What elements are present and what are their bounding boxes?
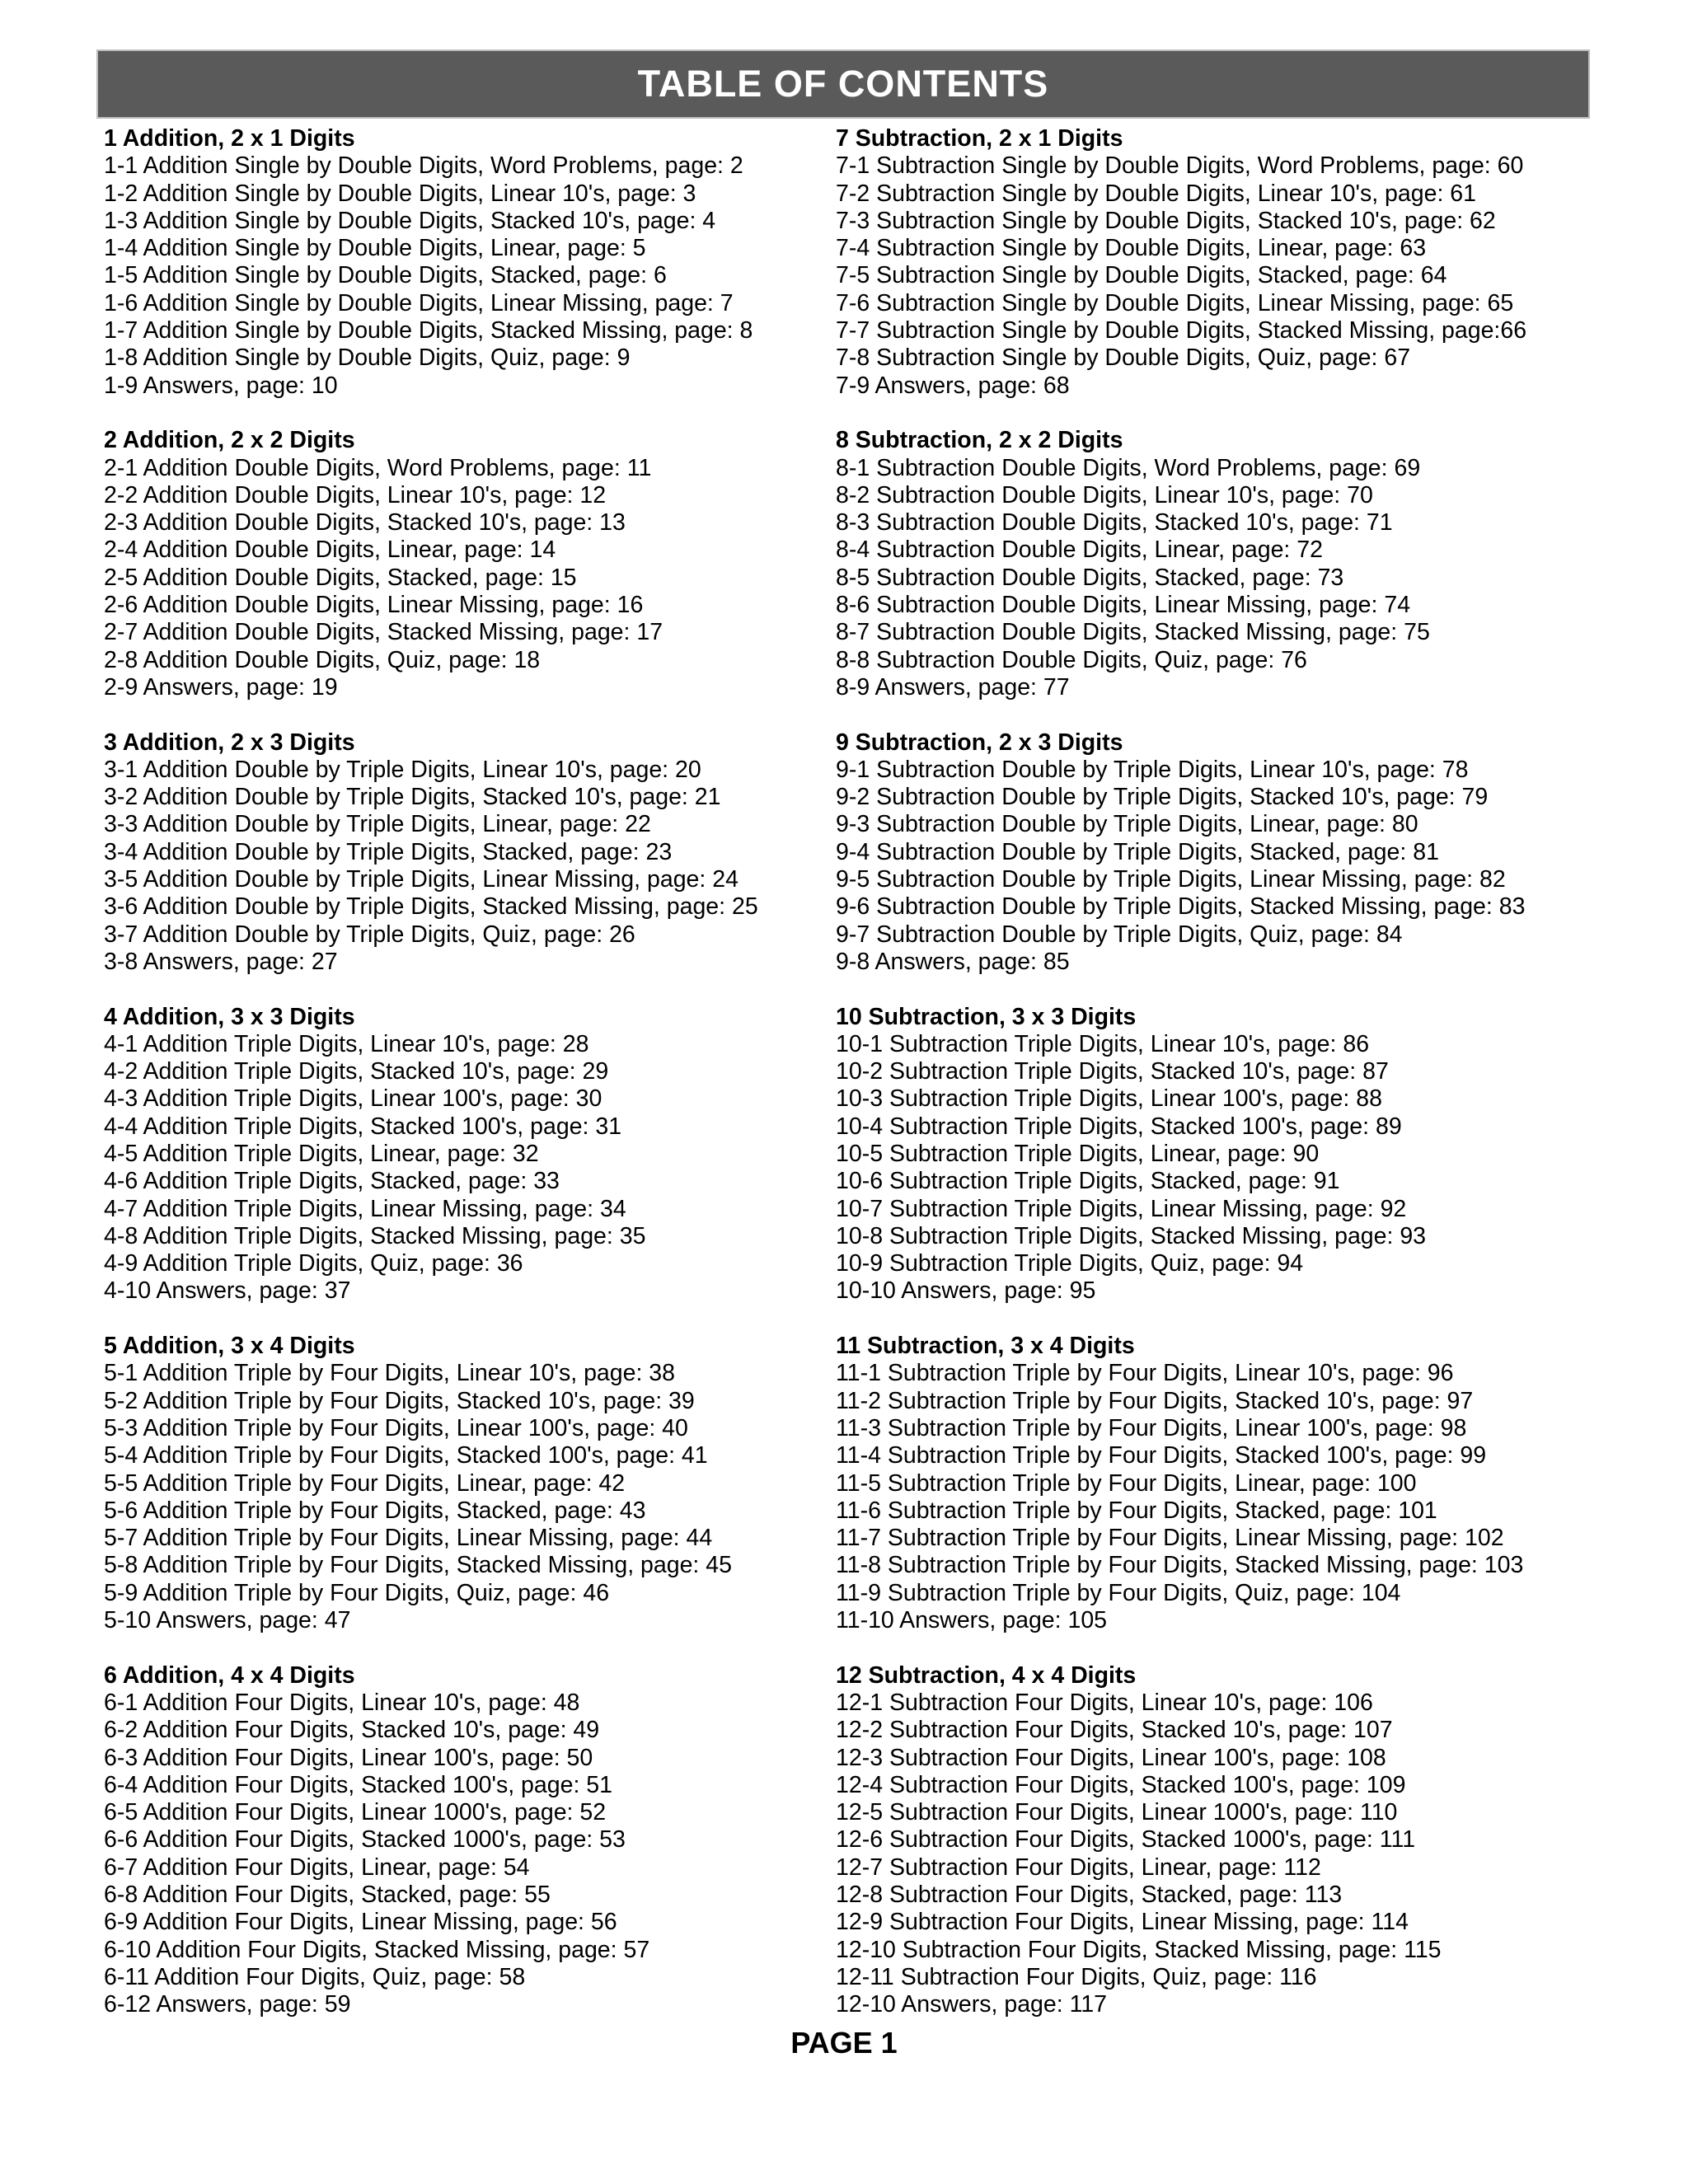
toc-entry: 5-6 Addition Triple by Four Digits, Stacked, page: 43 xyxy=(104,1497,646,1524)
toc-entry: 2-3 Addition Double Digits, Stacked 10's, page: 13 xyxy=(104,509,626,537)
section-title: 12 Subtraction, 4 x 4 Digits xyxy=(836,1661,1137,1689)
section-title: 11 Subtraction, 3 x 4 Digits xyxy=(836,1333,1135,1360)
toc-entry: 3-6 Addition Double by Triple Digits, Stacked Missing, page: 25 xyxy=(104,893,758,921)
toc-entry: 12-6 Subtraction Four Digits, Stacked 1000's, page: 111 xyxy=(836,1826,1416,1854)
section-title: 10 Subtraction, 3 x 3 Digits xyxy=(836,1003,1137,1030)
toc-entry: 8-5 Subtraction Double Digits, Stacked, page: 73 xyxy=(836,564,1344,591)
toc-entry: 9-1 Subtraction Double by Triple Digits, Linear 10's, page: 78 xyxy=(836,756,1469,783)
toc-section xyxy=(836,125,1561,400)
toc-entry: 4-9 Addition Triple Digits, Quiz, page: 36 xyxy=(104,1250,523,1277)
toc-entry: 4-2 Addition Triple Digits, Stacked 10's, page: 29 xyxy=(104,1058,609,1085)
toc-entry: 10-8 Subtraction Triple Digits, Stacked Missing, page: 93 xyxy=(836,1222,1427,1249)
toc-entry: 7-6 Subtraction Single by Double Digits, Linear Missing, page: 65 xyxy=(836,289,1514,316)
toc-entry: 11-2 Subtraction Triple by Four Digits, Stacked 10's, page: 97 xyxy=(836,1387,1474,1414)
toc-entry: 7-9 Answers, page: 68 xyxy=(836,372,1070,399)
toc-entry: 7-5 Subtraction Single by Double Digits, Stacked, page: 64 xyxy=(836,262,1447,289)
toc-entry: 9-6 Subtraction Double by Triple Digits, Stacked Missing, page: 83 xyxy=(836,893,1526,921)
toc-entry: 10-3 Subtraction Triple Digits, Linear 100's, page: 88 xyxy=(836,1085,1382,1113)
toc-section xyxy=(104,1004,829,1305)
toc-entry: 11-4 Subtraction Triple by Four Digits, Stacked 100's, page: 99 xyxy=(836,1442,1487,1469)
toc-section xyxy=(836,1004,1561,1305)
toc-entry: 8-3 Subtraction Double Digits, Stacked 10's, page: 71 xyxy=(836,509,1393,537)
toc-entry: 12-1 Subtraction Four Digits, Linear 10's, page: 106 xyxy=(836,1689,1373,1716)
toc-entry: 12-3 Subtraction Four Digits, Linear 100's, page: 108 xyxy=(836,1744,1386,1771)
toc-entry: 12-8 Subtraction Four Digits, Stacked, page: 113 xyxy=(836,1882,1343,1908)
toc-entry: 5-8 Addition Triple by Four Digits, Stacked Missing, page: 45 xyxy=(104,1552,732,1579)
toc-entry: 7-3 Subtraction Single by Double Digits, Stacked 10's, page: 62 xyxy=(836,207,1496,234)
toc-entry: 1-4 Addition Single by Double Digits, Linear, page: 5 xyxy=(104,235,646,262)
toc-entry: 7-7 Subtraction Single by Double Digits, Stacked Missing, page:66 xyxy=(836,317,1527,344)
toc-entry: 10-1 Subtraction Triple Digits, Linear 10's, page: 86 xyxy=(836,1030,1370,1057)
toc-entry: 11-5 Subtraction Triple by Four Digits, Linear, page: 100 xyxy=(836,1469,1417,1497)
toc-section xyxy=(836,1662,1561,2019)
toc-entry: 5-10 Answers, page: 47 xyxy=(104,1607,351,1634)
toc-entry: 7-4 Subtraction Single by Double Digits, Linear, page: 63 xyxy=(836,235,1427,262)
toc-entry: 1-2 Addition Single by Double Digits, Linear 10's, page: 3 xyxy=(104,180,696,207)
toc-entry: 4-8 Addition Triple Digits, Stacked Missing, page: 35 xyxy=(104,1222,646,1249)
toc-left-column xyxy=(104,125,829,2018)
toc-entry: 2-2 Addition Double Digits, Linear 10's, page: 12 xyxy=(104,481,607,509)
toc-entry: 12-4 Subtraction Four Digits, Stacked 100's, page: 109 xyxy=(836,1771,1406,1798)
toc-entry: 3-2 Addition Double by Triple Digits, Stacked 10's, page: 21 xyxy=(104,784,721,811)
toc-entry: 1-5 Addition Single by Double Digits, Stacked, page: 6 xyxy=(104,262,667,289)
toc-entry: 10-2 Subtraction Triple Digits, Stacked 10's, page: 87 xyxy=(836,1058,1389,1085)
toc-entry: 6-7 Addition Four Digits, Linear, page: 54 xyxy=(104,1854,530,1881)
toc-entry: 2-6 Addition Double Digits, Linear Missing, page: 16 xyxy=(104,592,644,619)
toc-entry: 3-4 Addition Double by Triple Digits, Stacked, page: 23 xyxy=(104,838,673,865)
toc-section xyxy=(836,729,1561,977)
toc-entry: 6-4 Addition Four Digits, Stacked 100's, page: 51 xyxy=(104,1771,612,1798)
toc-entry: 5-3 Addition Triple by Four Digits, Linear 100's, page: 40 xyxy=(104,1414,688,1441)
toc-entry: 11-10 Answers, page: 105 xyxy=(836,1607,1108,1634)
toc-entry: 6-8 Addition Four Digits, Stacked, page: 55 xyxy=(104,1882,551,1908)
toc-entry: 6-12 Answers, page: 59 xyxy=(104,1991,351,2018)
toc-section xyxy=(104,729,829,977)
toc-entry: 6-9 Addition Four Digits, Linear Missing, page: 56 xyxy=(104,1909,617,1936)
toc-entry: 9-2 Subtraction Double by Triple Digits, Stacked 10's, page: 79 xyxy=(836,784,1489,811)
toc-section xyxy=(104,427,829,701)
toc-entry: 6-3 Addition Four Digits, Linear 100's, page: 50 xyxy=(104,1744,593,1771)
toc-entry: 6-1 Addition Four Digits, Linear 10's, page: 48 xyxy=(104,1689,580,1716)
section-title: 8 Subtraction, 2 x 2 Digits xyxy=(836,427,1123,454)
toc-entry: 3-8 Answers, page: 27 xyxy=(104,948,338,975)
toc-entry: 9-8 Answers, page: 85 xyxy=(836,948,1070,975)
toc-entry: 6-2 Addition Four Digits, Stacked 10's, page: 49 xyxy=(104,1717,600,1744)
toc-entry: 9-5 Subtraction Double by Triple Digits, Linear Missing, page: 82 xyxy=(836,866,1506,893)
toc-entry: 11-6 Subtraction Triple by Four Digits, Stacked, page: 101 xyxy=(836,1497,1437,1524)
toc-entry: 2-7 Addition Double Digits, Stacked Missing, page: 17 xyxy=(104,619,663,646)
section-title: 9 Subtraction, 2 x 3 Digits xyxy=(836,729,1123,756)
toc-entry: 8-8 Subtraction Double Digits, Quiz, page: 76 xyxy=(836,646,1307,673)
toc-entry: 10-7 Subtraction Triple Digits, Linear Missing, page: 92 xyxy=(836,1195,1407,1222)
toc-section xyxy=(104,125,829,400)
toc-entry: 8-4 Subtraction Double Digits, Linear, page: 72 xyxy=(836,537,1323,564)
toc-entry: 12-7 Subtraction Four Digits, Linear, page: 112 xyxy=(836,1854,1321,1881)
toc-entry: 10-5 Subtraction Triple Digits, Linear, page: 90 xyxy=(836,1140,1320,1167)
section-title: 2 Addition, 2 x 2 Digits xyxy=(104,427,355,454)
section-title: 6 Addition, 4 x 4 Digits xyxy=(104,1661,355,1689)
toc-entry: 3-1 Addition Double by Triple Digits, Linear 10's, page: 20 xyxy=(104,756,701,783)
toc-entry: 11-9 Subtraction Triple by Four Digits, Quiz, page: 104 xyxy=(836,1579,1401,1606)
toc-entry: 3-7 Addition Double by Triple Digits, Quiz, page: 26 xyxy=(104,921,635,948)
page-number: PAGE 1 xyxy=(790,2026,898,2060)
toc-section xyxy=(104,1333,829,1634)
toc-entry: 8-7 Subtraction Double Digits, Stacked Missing, page: 75 xyxy=(836,619,1430,646)
section-title: 1 Addition, 2 x 1 Digits xyxy=(104,125,355,152)
section-title: 7 Subtraction, 2 x 1 Digits xyxy=(836,125,1123,152)
toc-section xyxy=(104,1662,829,2019)
toc-entry: 4-1 Addition Triple Digits, Linear 10's, page: 28 xyxy=(104,1030,589,1057)
toc-entry: 1-1 Addition Single by Double Digits, Word Problems, page: 2 xyxy=(104,152,743,180)
toc-entry: 4-5 Addition Triple Digits, Linear, page: 32 xyxy=(104,1140,539,1167)
toc-entry: 4-6 Addition Triple Digits, Stacked, page: 33 xyxy=(104,1168,560,1195)
toc-entry: 6-5 Addition Four Digits, Linear 1000's, page: 52 xyxy=(104,1799,607,1826)
toc-entry: 10-6 Subtraction Triple Digits, Stacked, page: 91 xyxy=(836,1168,1340,1195)
toc-header-bar xyxy=(96,49,1590,119)
toc-entry: 5-2 Addition Triple by Four Digits, Stacked 10's, page: 39 xyxy=(104,1387,695,1414)
toc-entry: 5-1 Addition Triple by Four Digits, Linear 10's, page: 38 xyxy=(104,1360,676,1387)
toc-entry: 11-7 Subtraction Triple by Four Digits, Linear Missing, page: 102 xyxy=(836,1525,1504,1552)
toc-entry: 1-6 Addition Single by Double Digits, Linear Missing, page: 7 xyxy=(104,289,734,316)
toc-entry: 5-7 Addition Triple by Four Digits, Linear Missing, page: 44 xyxy=(104,1525,713,1552)
toc-entry: 1-7 Addition Single by Double Digits, Stacked Missing, page: 8 xyxy=(104,317,753,344)
toc-entry: 12-10 Answers, page: 117 xyxy=(836,1991,1108,2018)
toc-entry: 10-4 Subtraction Triple Digits, Stacked 100's, page: 89 xyxy=(836,1113,1402,1140)
toc-entry: 6-10 Addition Four Digits, Stacked Missing, page: 57 xyxy=(104,1936,650,1963)
toc-entry: 9-3 Subtraction Double by Triple Digits, Linear, page: 80 xyxy=(836,811,1418,838)
toc-entry: 9-7 Subtraction Double by Triple Digits, Quiz, page: 84 xyxy=(836,921,1403,948)
toc-entry: 2-1 Addition Double Digits, Word Problems, page: 11 xyxy=(104,454,652,481)
toc-entry: 4-7 Addition Triple Digits, Linear Missing, page: 34 xyxy=(104,1195,626,1222)
toc-entry: 2-8 Addition Double Digits, Quiz, page: 18 xyxy=(104,646,541,673)
toc-entry: 2-9 Answers, page: 19 xyxy=(104,673,338,701)
toc-entry: 4-10 Answers, page: 37 xyxy=(104,1277,351,1305)
toc-entry: 6-11 Addition Four Digits, Quiz, page: 58 xyxy=(104,1963,526,1990)
toc-entry: 7-2 Subtraction Single by Double Digits, Linear 10's, page: 61 xyxy=(836,180,1477,207)
toc-entry: 9-4 Subtraction Double by Triple Digits, Stacked, page: 81 xyxy=(836,838,1439,865)
toc-entry: 7-8 Subtraction Single by Double Digits, Quiz, page: 67 xyxy=(836,344,1411,372)
toc-entry: 12-11 Subtraction Four Digits, Quiz, page: 116 xyxy=(836,1963,1317,1990)
toc-section xyxy=(836,427,1561,701)
toc-entry: 7-1 Subtraction Single by Double Digits, Word Problems, page: 60 xyxy=(836,152,1524,180)
toc-entry: 5-9 Addition Triple by Four Digits, Quiz, page: 46 xyxy=(104,1579,610,1606)
toc-entry: 1-3 Addition Single by Double Digits, Stacked 10's, page: 4 xyxy=(104,207,716,234)
toc-entry: 2-5 Addition Double Digits, Stacked, page: 15 xyxy=(104,564,577,591)
toc-entry: 8-1 Subtraction Double Digits, Word Problems, page: 69 xyxy=(836,454,1421,481)
toc-entry: 5-4 Addition Triple by Four Digits, Stacked 100's, page: 41 xyxy=(104,1442,708,1469)
toc-entry: 4-4 Addition Triple Digits, Stacked 100's, page: 31 xyxy=(104,1113,622,1140)
toc-entry: 12-9 Subtraction Four Digits, Linear Missing, page: 114 xyxy=(836,1909,1409,1936)
toc-entry: 12-10 Subtraction Four Digits, Stacked Missing, page: 115 xyxy=(836,1936,1442,1963)
toc-section xyxy=(836,1333,1561,1634)
toc-entry: 2-4 Addition Double Digits, Linear, page: 14 xyxy=(104,537,556,564)
toc-entry: 3-3 Addition Double by Triple Digits, Linear, page: 22 xyxy=(104,811,651,838)
toc-entry: 12-2 Subtraction Four Digits, Stacked 10's, page: 107 xyxy=(836,1717,1393,1744)
toc-entry: 5-5 Addition Triple by Four Digits, Linear, page: 42 xyxy=(104,1469,626,1497)
toc-entry: 11-8 Subtraction Triple by Four Digits, Stacked Missing, page: 103 xyxy=(836,1552,1524,1579)
toc-entry: 12-5 Subtraction Four Digits, Linear 1000's, page: 110 xyxy=(836,1799,1398,1826)
toc-entry: 10-9 Subtraction Triple Digits, Quiz, page: 94 xyxy=(836,1250,1304,1277)
toc-entry: 3-5 Addition Double by Triple Digits, Linear Missing, page: 24 xyxy=(104,866,738,893)
toc-entry: 1-9 Answers, page: 10 xyxy=(104,372,338,399)
toc-entry: 8-9 Answers, page: 77 xyxy=(836,673,1070,701)
toc-entry: 10-10 Answers, page: 95 xyxy=(836,1277,1096,1305)
toc-entry: 11-1 Subtraction Triple by Four Digits, Linear 10's, page: 96 xyxy=(836,1360,1454,1387)
toc-entry: 1-8 Addition Single by Double Digits, Quiz, page: 9 xyxy=(104,344,631,372)
toc-title: TABLE OF CONTENTS xyxy=(637,63,1049,105)
toc-entry: 4-3 Addition Triple Digits, Linear 100's, page: 30 xyxy=(104,1085,603,1113)
toc-right-column xyxy=(836,125,1561,2018)
section-title: 3 Addition, 2 x 3 Digits xyxy=(104,729,355,756)
section-title: 4 Addition, 3 x 3 Digits xyxy=(104,1003,355,1030)
toc-entry: 8-2 Subtraction Double Digits, Linear 10's, page: 70 xyxy=(836,481,1373,509)
toc-entry: 6-6 Addition Four Digits, Stacked 1000's, page: 53 xyxy=(104,1826,626,1854)
toc-entry: 11-3 Subtraction Triple by Four Digits, Linear 100's, page: 98 xyxy=(836,1414,1467,1441)
toc-entry: 8-6 Subtraction Double Digits, Linear Missing, page: 74 xyxy=(836,592,1411,619)
section-title: 5 Addition, 3 x 4 Digits xyxy=(104,1333,355,1360)
